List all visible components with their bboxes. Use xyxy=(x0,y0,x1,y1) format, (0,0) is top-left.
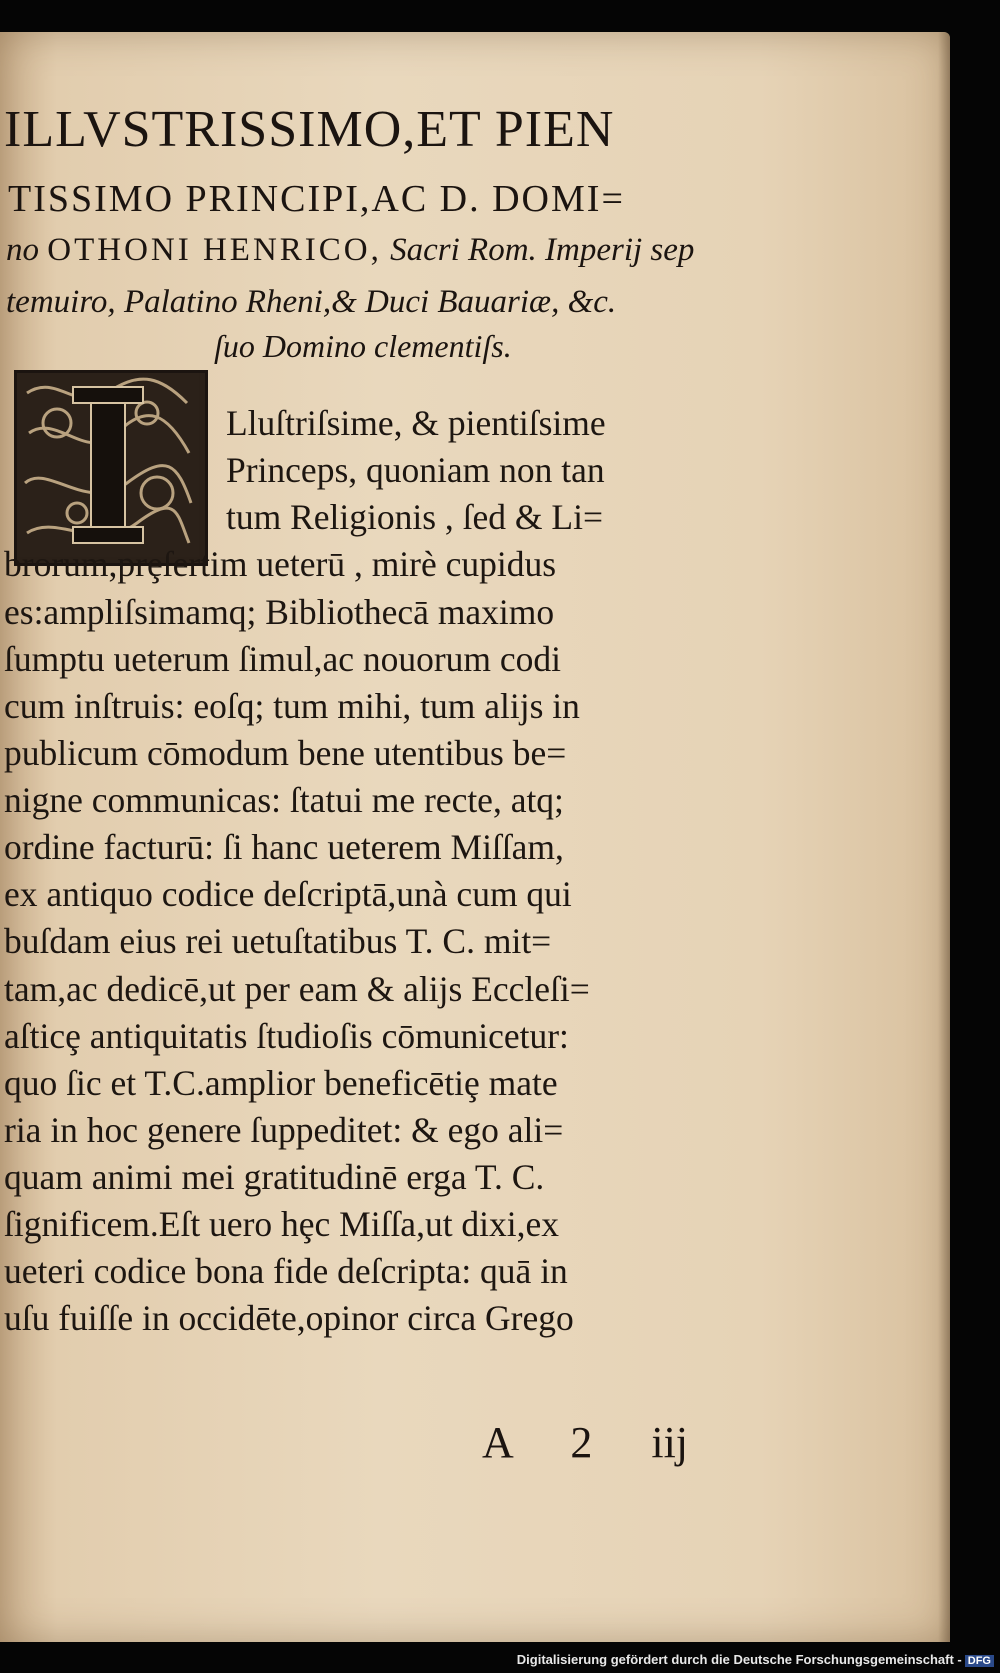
text-line: ſignificem.Eſt uero hȩc Miſſa,ut dixi,ex xyxy=(4,1204,560,1244)
text-line: quo ſic et T.C.amplior beneficētiȩ mate xyxy=(4,1063,558,1103)
heading-line-3 xyxy=(6,232,766,269)
heading-line-3-name: OTHONI HENRICO, xyxy=(47,232,382,268)
heading-line-3-prefix: no xyxy=(6,232,48,268)
text-line: tum Religionis , ſed & Li= xyxy=(226,497,603,537)
text-line: quam animi mei gratitudinē erga T. C. xyxy=(4,1157,545,1197)
text-line: ueteri codice bona fide deſcripta: quā in xyxy=(4,1251,568,1291)
heading-line-4 xyxy=(6,284,766,321)
text-line: ex antiquo codice deſcriptā,unà cum qui xyxy=(4,874,572,914)
heading-line-4-prefix: temuiro, xyxy=(6,284,124,320)
credit-text: Digitalisierung gefördert durch die Deutsche Forschungsgemeinschaft - xyxy=(516,1652,962,1667)
text-line: ordine facturū: ſi hanc ueterem Miſſam, xyxy=(4,827,564,867)
heading-line-3-title: Sacri Rom. Imperij sep xyxy=(381,232,695,268)
digitization-credit xyxy=(517,1652,994,1667)
heading-line-2: TISSIMO PRINCIPI,AC D. DOMI= xyxy=(8,178,625,220)
book-page xyxy=(0,32,950,1642)
text-line: tam,ac dedicē,ut per eam & alijs Eccleſi= xyxy=(4,969,590,1009)
heading-line-5: ſuo Domino clementiſs. xyxy=(214,328,512,364)
text-line: cum inſtruis: eoſq; tum mihi, tum alijs in xyxy=(4,686,580,726)
heading-line-1: ILLVSTRISSIMO,ET PIEN xyxy=(4,101,615,158)
text-line: es:ampliſsimamq; Bibliothecā maximo xyxy=(4,592,555,632)
text-line: uſu fuiſſe in occidēte,opinor circa Grego xyxy=(4,1298,574,1338)
text-line: buſdam eius rei uetuſtatibus T. C. mit= xyxy=(4,921,552,961)
text-line: nigne communicas: ſtatui me recte, atq; xyxy=(4,780,564,820)
decorated-initial-I-icon xyxy=(14,370,208,566)
heading-line-4-rest: Palatino Rheni,& Duci Bauariæ, &c. xyxy=(123,284,617,320)
dfg-logo: DFG xyxy=(965,1655,994,1667)
text-line: brorum,prȩſertim ueterū , mirè cupidus xyxy=(4,544,557,584)
text-line: Princeps, quoniam non tan xyxy=(226,450,605,490)
catchword-signature: A 2 iij xyxy=(482,1418,689,1467)
text-line: aſticȩ antiquitatis ſtudioſis cōmunicetur: xyxy=(4,1016,569,1056)
text-line: ria in hoc genere ſuppeditet: & ego ali= xyxy=(4,1110,564,1150)
text-line: publicum cōmodum bene utentibus be= xyxy=(4,733,567,773)
text-line: Lluſtriſsime, & pientiſsime xyxy=(226,403,606,443)
text-line: ſumptu ueterum ſimul,ac nouorum codi xyxy=(4,639,562,679)
